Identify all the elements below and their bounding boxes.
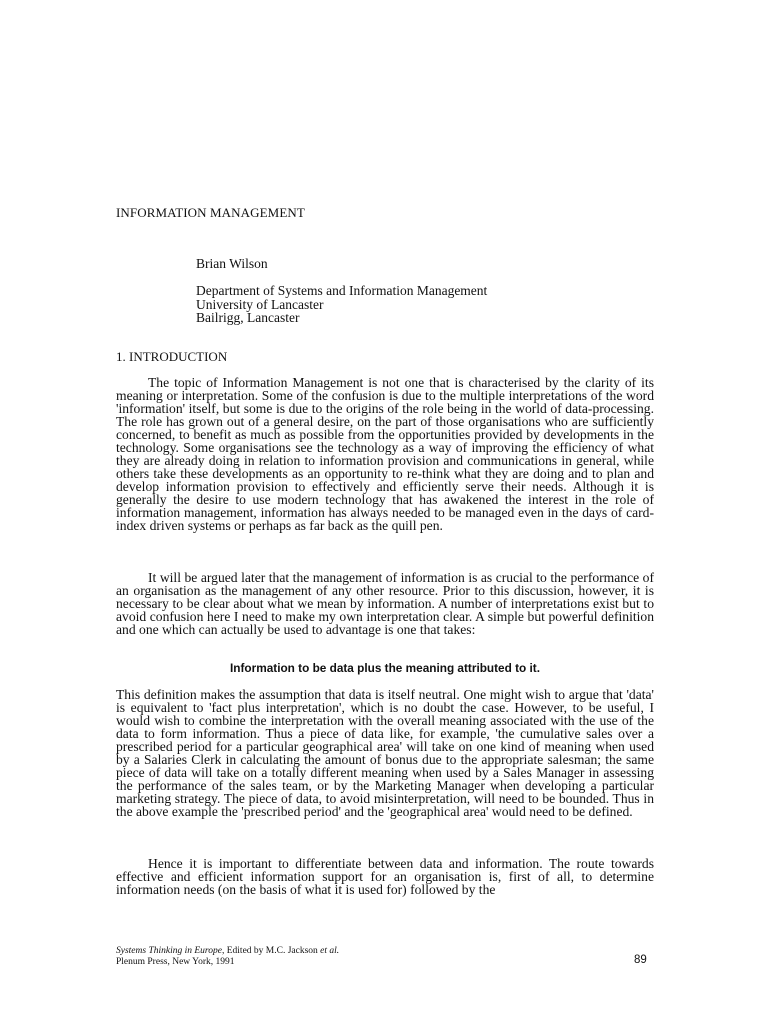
- page-number: 89: [634, 954, 647, 966]
- citation-publisher: Plenum Press, New York, 1991: [116, 956, 235, 967]
- paragraph-1-text: The topic of Information Management is not one that is characterised by the clarity of its meaning or interpretation. Some of the confusion is due to the multiple interpretations of the word 'information' itself, but some is due to the origins of the role being in the world of data-processing. The role has grown out of a general desire, on the part of those organisations who are sufficiently concerned, to benefit as much as possible from the opportunities provided by developments in the technology. Some organisations see the technology as a way of improving the efficiency of what they are already doing in relation to information provision and communications in general, while others take these developments as an opportunity to re-think what they are doing and to plan and develop information provision to effectively and efficiently serve their needs. Although it is generally the desire to use modern technology that has awakened the interest in the role of information management, information has always needed to be managed even in the days of card-index driven systems or perhaps as far back as the quill pen.: [116, 375, 654, 533]
- journal-title: Systems Thinking in Europe: [116, 946, 222, 956]
- citation-et-al: et al.: [320, 946, 340, 956]
- paragraph-1: [116, 376, 654, 532]
- footer-citation: [116, 946, 339, 967]
- paragraph-3-text: This definition makes the assumption that data is itself neutral. One might wish to argue that 'data' is equivalent to 'fact plus interpretation', which is no doubt the case. However, to be useful, I would wish to combine the interpretation with the overall meaning associated with the use of the data to form information. Thus a piece of data like, for example, 'the cumulative sales over a prescribed period for a particular geographical area' will take on one kind of meaning when used by a Salaries Clerk in calculating the amount of bonus due to the appropriate salesman; the same piece of data will take on a totally different meaning when used by a Sales Manager in assessing the performance of the sales team, or by the Marketing Manager when developing a particular marketing strategy. The piece of data, to avoid misinterpretation, will need to be bounded. Thus in the above example the 'prescribed period' and the 'geographical area' would need to be defined.: [116, 687, 654, 819]
- affiliation-university: University of Lancaster: [196, 296, 324, 312]
- paragraph-3: [116, 688, 654, 818]
- citation-line-1: [116, 946, 339, 957]
- paragraph-2-text: It will be argued later that the management of information is as crucial to the performance of an organisation as the management of any other resource. Prior to this discussion, however, it is necessary to be clear about what we mean by information. A number of interpretations exist but to avoid confusion here I need to make my own interpretation clear. A simple but powerful definition and one which can actually be used to advantage is one that takes:: [116, 570, 654, 637]
- paper-title: INFORMATION MANAGEMENT: [116, 205, 305, 220]
- affiliation-department: Department of Systems and Information Management: [196, 283, 488, 298]
- author-name: Brian Wilson: [196, 256, 268, 271]
- citation-editor: , Edited by M.C. Jackson: [221, 946, 321, 956]
- author-affiliation: [196, 284, 487, 325]
- affiliation-location: Bailrigg, Lancaster: [196, 310, 300, 325]
- paragraph-2: [116, 571, 654, 636]
- section-heading: 1. INTRODUCTION: [116, 349, 228, 364]
- definition-statement: Information to be data plus the meaning attributed to it.: [230, 661, 540, 675]
- paragraph-4: [116, 857, 654, 896]
- paragraph-4-text: Hence it is important to differentiate between data and information. The route towards effective and efficient information support for an organisation is, first of all, to determine information needs (on the basis of what it is used for) followed by the: [116, 856, 654, 897]
